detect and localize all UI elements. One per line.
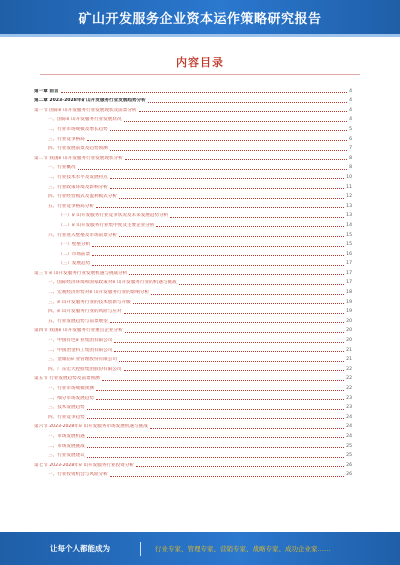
toc-entry[interactable] xyxy=(34,296,352,306)
toc-leader-dots xyxy=(114,351,344,352)
toc-page-number: 22 xyxy=(346,376,352,382)
toc-leader-dots xyxy=(114,342,344,343)
toc-entry[interactable] xyxy=(34,363,352,373)
toc-page-number: 15 xyxy=(346,242,352,248)
toc-entry-label: 一、中国有色矿业集团有限公司 xyxy=(48,338,113,344)
toc-leader-dots xyxy=(110,178,344,179)
toc-leader-dots xyxy=(110,130,347,131)
toc-page-number: 21 xyxy=(346,357,352,363)
toc-entry-label: 二、中国冶金科工集团有限公司 xyxy=(48,347,113,353)
toc-entry-label: 三、行业发展建议 xyxy=(48,453,85,459)
toc-entry-label: 第三节 矿山开发服务行业发展机遇与挑战分析 xyxy=(34,270,128,276)
toc-entry[interactable] xyxy=(34,421,352,431)
footer-tagline: 行业专家、管理专家、营销专家、战略专家、成功企业家…… xyxy=(155,545,331,553)
toc-entry-label: 第六节 2023-2028年矿山开发服务市场发展机遇与挑战 xyxy=(34,424,148,430)
toc-page-number: 17 xyxy=(346,270,352,276)
toc-entry-label: 第一节 国际矿山开发服务行业发展现状及前景分析 xyxy=(34,107,137,113)
toc-leader-dots xyxy=(119,236,344,237)
toc-page-number: 11 xyxy=(346,184,352,190)
toc-page-number: 4 xyxy=(349,117,352,123)
toc-entry-label: 一、国际矿山开发服务行业发展状况 xyxy=(48,117,122,123)
toc-entry[interactable] xyxy=(34,354,352,364)
toc-entry[interactable] xyxy=(34,382,352,392)
toc-entry[interactable] xyxy=(34,239,352,249)
toc-entry-label: 四、行业经营模式及盈利模式分析 xyxy=(48,194,117,200)
toc-entry[interactable] xyxy=(34,469,352,479)
toc-page-number: 20 xyxy=(346,318,352,324)
toc-entry[interactable] xyxy=(34,334,352,344)
toc-leader-dots xyxy=(92,246,344,247)
toc-page-number: 24 xyxy=(346,433,352,439)
toc-entry-label: 三、行业政策环境及影响分析 xyxy=(48,184,108,190)
toc-leader-dots xyxy=(61,92,347,93)
toc-entry[interactable] xyxy=(34,286,352,296)
toc-entry[interactable] xyxy=(34,143,352,153)
toc-entry-label: 一、市场发展机遇 xyxy=(48,433,85,439)
toc-page-number: 25 xyxy=(346,453,352,459)
toc-entry[interactable] xyxy=(34,229,352,239)
toc-entry-label: 二、细分市场发展趋势 xyxy=(48,395,94,401)
toc-entry-label: 第四节 我国矿山开发服务行业重点企业分析 xyxy=(34,328,123,334)
toc-leader-dots xyxy=(139,111,348,112)
toc-leader-dots xyxy=(125,332,344,333)
report-footer xyxy=(0,532,400,565)
toc-entry[interactable] xyxy=(34,344,352,354)
toc-leader-dots xyxy=(136,466,344,467)
toc-entry[interactable] xyxy=(34,373,352,383)
toc-page-number: 8 xyxy=(349,155,352,161)
toc-entry[interactable] xyxy=(34,191,352,201)
toc-entry[interactable] xyxy=(34,152,352,162)
toc-entry-label: 六、行业进入壁垒及市场前景分析 xyxy=(48,232,117,238)
toc-entry[interactable] xyxy=(34,258,352,268)
toc-entry-label: 一、国际经济环境和国家政策对矿山开发服务行业的机遇与挑战 xyxy=(48,280,177,286)
toc-leader-dots xyxy=(92,255,344,256)
toc-entry[interactable] xyxy=(34,95,352,105)
toc-entry[interactable] xyxy=(34,85,352,95)
toc-entry[interactable] xyxy=(34,459,352,469)
toc-page-number: 13 xyxy=(346,203,352,209)
table-of-contents xyxy=(34,85,352,478)
toc-page-number: 6 xyxy=(349,136,352,142)
toc-entry[interactable] xyxy=(34,171,352,181)
toc-entry-label: 二、行业技术水平及发展特点 xyxy=(48,174,108,180)
toc-page-number: 4 xyxy=(349,107,352,113)
toc-leader-dots xyxy=(87,447,344,448)
toc-page-number: 22 xyxy=(346,366,352,372)
toc-page-number: 20 xyxy=(346,328,352,334)
toc-entry-label: 三、技术发展趋势 xyxy=(48,405,85,411)
toc-leader-dots xyxy=(110,322,344,323)
toc-leader-dots xyxy=(148,102,347,103)
toc-entry[interactable] xyxy=(34,411,352,421)
toc-page-number: 24 xyxy=(346,414,352,420)
toc-leader-dots xyxy=(129,274,344,275)
toc-entry[interactable] xyxy=(34,219,352,229)
toc-page-number: 20 xyxy=(346,338,352,344)
toc-page-number: 4 xyxy=(349,88,352,94)
toc-leader-dots xyxy=(96,399,344,400)
toc-entry-label: （三）发展趋势 xyxy=(58,261,91,267)
toc-entry-label: 四、行业竞争趋势 xyxy=(48,414,85,420)
toc-leader-dots xyxy=(125,159,347,160)
toc-entry-label: 四、广东宏大控股集团股份有限公司 xyxy=(48,366,122,372)
toc-entry[interactable] xyxy=(34,181,352,191)
toc-page-number: 15 xyxy=(346,232,352,238)
toc-entry-label: 三、金诚信矿业管理股份有限公司 xyxy=(48,357,117,363)
toc-entry-label: 五、行业竞争格局分析 xyxy=(48,203,94,209)
toc-entry-label: （一）矿山开发服务行业竞争状况及未来发展趋势分析 xyxy=(58,213,169,219)
toc-entry[interactable] xyxy=(34,248,352,258)
toc-page-number: 19 xyxy=(346,309,352,315)
toc-entry[interactable] xyxy=(34,200,352,210)
toc-entry-label: 四、行业发展前景及趋势预测 xyxy=(48,146,108,152)
toc-page-number: 5 xyxy=(349,126,352,132)
toc-entry[interactable] xyxy=(34,440,352,450)
report-header xyxy=(0,0,400,34)
toc-page-number: 17 xyxy=(346,280,352,286)
toc-entry[interactable] xyxy=(34,325,352,335)
toc-entry-label: 一、行业概况 xyxy=(48,165,76,171)
toc-entry-label: 一、行业市场规模预测 xyxy=(48,386,94,391)
toc-page-number: 12 xyxy=(346,194,352,200)
toc-entry[interactable] xyxy=(34,104,352,114)
toc-page-number: 17 xyxy=(346,261,352,267)
toc-entry[interactable] xyxy=(34,114,352,124)
toc-page-number: 26 xyxy=(346,472,352,478)
toc-page-number: 22 xyxy=(346,386,352,391)
toc-page-number: 16 xyxy=(346,251,352,257)
toc-page-number: 19 xyxy=(346,299,352,305)
footer-slogan: 让每个人都能成为 xyxy=(50,544,110,553)
toc-leader-dots xyxy=(119,361,344,362)
toc-entry[interactable] xyxy=(34,315,352,325)
toc-entry[interactable] xyxy=(34,392,352,402)
toc-leader-dots xyxy=(156,226,344,227)
toc-leader-dots xyxy=(119,198,344,199)
toc-leader-dots xyxy=(110,188,344,189)
toc-page-number: 23 xyxy=(346,405,352,411)
toc-page-number: 18 xyxy=(346,290,352,296)
toc-leader-dots xyxy=(87,418,344,419)
toc-entry-label: 二、市场发展挑战 xyxy=(48,443,85,449)
toc-entry-label: 三、行业竞争格局 xyxy=(48,136,85,142)
toc-entry-label: 三、矿山开发服务行业的技术创新与升级 xyxy=(48,299,131,305)
toc-entry-label: 第一章 前言 xyxy=(34,88,59,94)
toc-entry-label: 第二节 我国矿山开发服务行业发展现状分析 xyxy=(34,155,123,161)
toc-leader-dots xyxy=(170,217,344,218)
toc-entry[interactable] xyxy=(34,277,352,287)
toc-leader-dots xyxy=(96,390,344,391)
toc-leader-dots xyxy=(78,169,347,170)
toc-leader-dots xyxy=(124,370,345,371)
toc-entry-label: 第二章 2023-2028年矿山开发服务行业发展趋势分析 xyxy=(34,98,146,104)
toc-page-number: 26 xyxy=(346,462,352,468)
toc-title-divider xyxy=(40,74,360,75)
toc-leader-dots xyxy=(87,437,344,438)
toc-entry[interactable] xyxy=(34,306,352,316)
toc-leader-dots xyxy=(124,313,345,314)
toc-leader-dots xyxy=(151,294,344,295)
toc-page-number: 21 xyxy=(346,347,352,353)
toc-leader-dots xyxy=(150,428,344,429)
toc-entry-label: （二）矿山开发服务行业集中度及主要企业分析 xyxy=(58,222,155,228)
toc-leader-dots xyxy=(179,284,345,285)
toc-leader-dots xyxy=(110,150,347,151)
toc-entry-label: （二）市场前景 xyxy=(58,251,91,257)
toc-page-number: 24 xyxy=(346,424,352,430)
toc-leader-dots xyxy=(133,303,344,304)
toc-leader-dots xyxy=(87,457,344,458)
toc-page-number: 7 xyxy=(349,146,352,152)
toc-leader-dots xyxy=(102,380,344,381)
toc-entry-label: 第七节 2023-2028年矿山开发服务行业投资分析 xyxy=(34,462,135,468)
toc-page-number: 25 xyxy=(346,443,352,449)
toc-title: 内容目录 xyxy=(176,56,224,69)
toc-entry-label: 第五节 行业发展趋势及前景预测 xyxy=(34,376,100,382)
toc-leader-dots xyxy=(87,140,347,141)
toc-page-number: 13 xyxy=(346,213,352,219)
toc-leader-dots xyxy=(110,476,344,477)
toc-entry[interactable] xyxy=(34,402,352,412)
toc-page-number: 8 xyxy=(349,165,352,171)
toc-leader-dots xyxy=(92,265,344,266)
toc-entry[interactable] xyxy=(34,162,352,172)
toc-entry[interactable] xyxy=(34,133,352,143)
toc-page-number: 4 xyxy=(349,98,352,104)
toc-entry[interactable] xyxy=(34,267,352,277)
header-divider xyxy=(0,34,400,37)
toc-leader-dots xyxy=(87,409,344,410)
toc-entry[interactable] xyxy=(34,450,352,460)
toc-entry-label: （一）壁垒分析 xyxy=(58,242,91,248)
toc-entry[interactable] xyxy=(34,123,352,133)
toc-leader-dots xyxy=(96,207,344,208)
toc-page-number: 10 xyxy=(346,174,352,180)
toc-entry-label: 四、矿山开发服务行业的风险与应对 xyxy=(48,309,122,315)
toc-entry-label: 二、宏观经济形势对矿山开发服务行业的影响分析 xyxy=(48,290,150,296)
toc-entry-label: 一、行业投资机会与风险分析 xyxy=(48,472,108,478)
toc-entry-label: 二、行业市场规模及增长趋势 xyxy=(48,126,108,132)
footer-divider xyxy=(140,542,141,556)
toc-page-number: 23 xyxy=(346,395,352,401)
toc-entry[interactable] xyxy=(34,210,352,220)
toc-entry[interactable] xyxy=(34,430,352,440)
toc-entry-label: 五、行业发展趋势与前景展望 xyxy=(48,318,108,324)
toc-page-number: 14 xyxy=(346,222,352,228)
toc-leader-dots xyxy=(124,121,348,122)
report-title: 矿山开发服务企业资本运作策略研究报告 xyxy=(78,11,322,27)
